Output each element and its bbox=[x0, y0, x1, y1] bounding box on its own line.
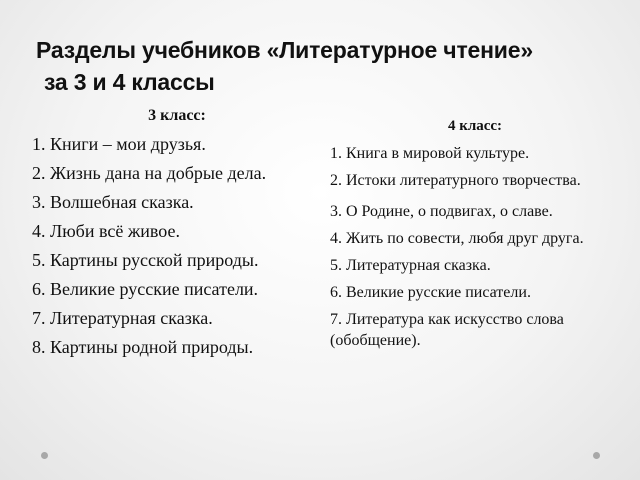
grade-3-heading: 3 класс: bbox=[148, 107, 206, 124]
slide-title bbox=[36, 34, 616, 98]
list-item: 4. Люби всё живое. bbox=[32, 221, 180, 241]
decorative-dot-left bbox=[41, 452, 48, 459]
decorative-dot-right bbox=[593, 452, 600, 459]
grade-3-column bbox=[32, 106, 322, 364]
grade-4-list bbox=[330, 143, 620, 351]
list-item: 3. О Родине, о подвигах, о славе. bbox=[330, 203, 553, 220]
slide-title-line-1: Разделы учебников «Литературное чтение» bbox=[36, 37, 533, 63]
list-item: 1. Книги – мои друзья. bbox=[32, 134, 206, 154]
list-item: 7. Литературная сказка. bbox=[32, 308, 213, 328]
grade-4-heading: 4 класс: bbox=[447, 118, 503, 134]
grade-3-list bbox=[32, 132, 322, 359]
list-item: 5. Литературная сказка. bbox=[330, 257, 491, 274]
slide-title-line-2: за 3 и 4 классы bbox=[44, 69, 215, 95]
list-item: 2. Истоки литературного творчества. bbox=[330, 172, 581, 189]
grade-4-column bbox=[330, 116, 620, 357]
list-item: 8. Картины родной природы. bbox=[32, 337, 254, 357]
list-item: 6. Великие русские писатели. bbox=[330, 284, 531, 301]
list-item: 3. Волшебная сказка. bbox=[32, 192, 194, 212]
list-item: 1. Книга в мировой культуре. bbox=[330, 145, 530, 162]
list-item: 5. Картины русской природы. bbox=[32, 250, 259, 270]
list-item: 2. Жизнь дана на добрые дела. bbox=[32, 163, 267, 183]
list-item: 7. Литература как искусство слова (обобщение). bbox=[330, 311, 564, 349]
list-item: 6. Великие русские писатели. bbox=[32, 279, 259, 299]
list-item: 4. Жить по совести, любя друг друга. bbox=[330, 230, 584, 247]
